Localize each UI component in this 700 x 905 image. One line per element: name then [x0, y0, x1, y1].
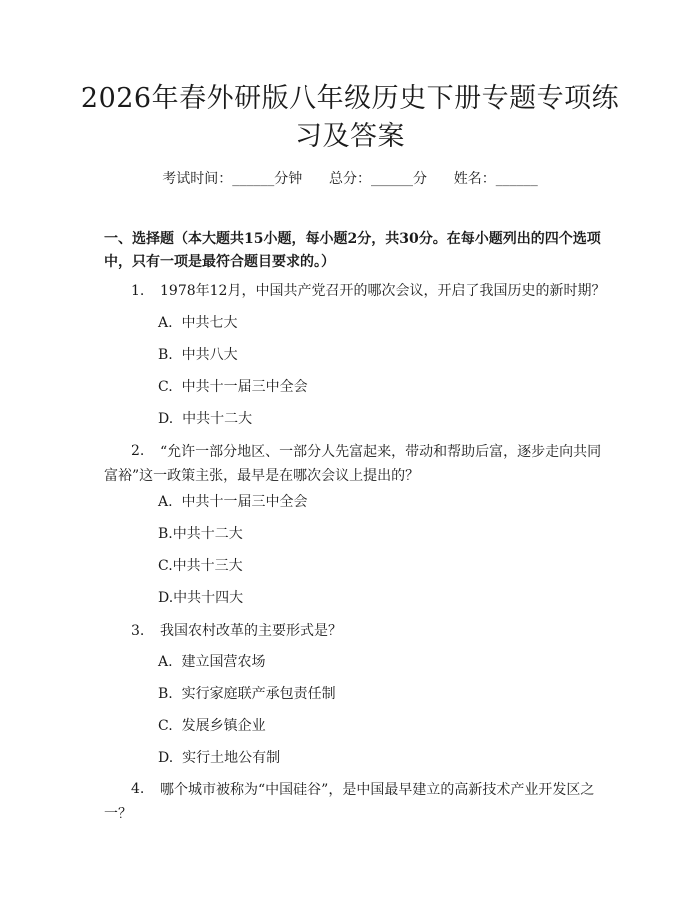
question-text: 1978年12月，中国共产党召开的哪次会议，开启了我国历史的新时期？: [160, 283, 606, 299]
exam-info-line: 考试时间：______分钟 总分：______分 姓名：______: [162, 171, 538, 187]
option-d: D. 中共十二大: [158, 411, 253, 427]
option-b: B.中共十二大: [158, 526, 243, 542]
question-text: “允许一部分地区、一部分人先富起来，带动和帮助后富，逐步走向共同富裕”这一政策主张，最早是在哪次会议上提出的？: [104, 444, 602, 484]
option-a: A. 建立国营农场: [158, 654, 266, 670]
option-b: B. 实行家庭联产承包责任制: [158, 686, 336, 702]
question-4: [0, 778, 700, 828]
option-c: C. 中共十一届三中全会: [158, 379, 308, 395]
option-a: A. 中共十一届三中全会: [158, 494, 308, 510]
section-heading: 一、选择题（本大题共15小题，每小题2分，共30分。在每小题列出的四个选项中，只有一项是最符合题目要求的。）: [104, 231, 601, 270]
question-number: 2.: [131, 443, 145, 459]
option-d: D.中共十四大: [158, 590, 244, 606]
question-number: 3.: [131, 623, 145, 639]
document-title: 2026年春外研版八年级历史下册专题专项练习及答案: [80, 83, 620, 152]
option-b: B. 中共八大: [158, 347, 238, 363]
question-text: 哪个城市被称为“中国硅谷”，是中国最早建立的高新技术产业开发区之一？: [104, 782, 595, 822]
question-3: [0, 620, 700, 644]
question-2: [0, 440, 700, 490]
question-1: [0, 280, 700, 304]
option-c: C. 发展乡镇企业: [158, 718, 266, 734]
question-number: 1.: [131, 283, 145, 299]
question-number: 4.: [131, 781, 145, 797]
option-d: D. 实行土地公有制: [158, 750, 281, 766]
question-text: 我国农村改革的主要形式是？: [160, 623, 342, 639]
option-c: C.中共十三大: [158, 558, 243, 574]
option-a: A. 中共七大: [158, 315, 238, 331]
